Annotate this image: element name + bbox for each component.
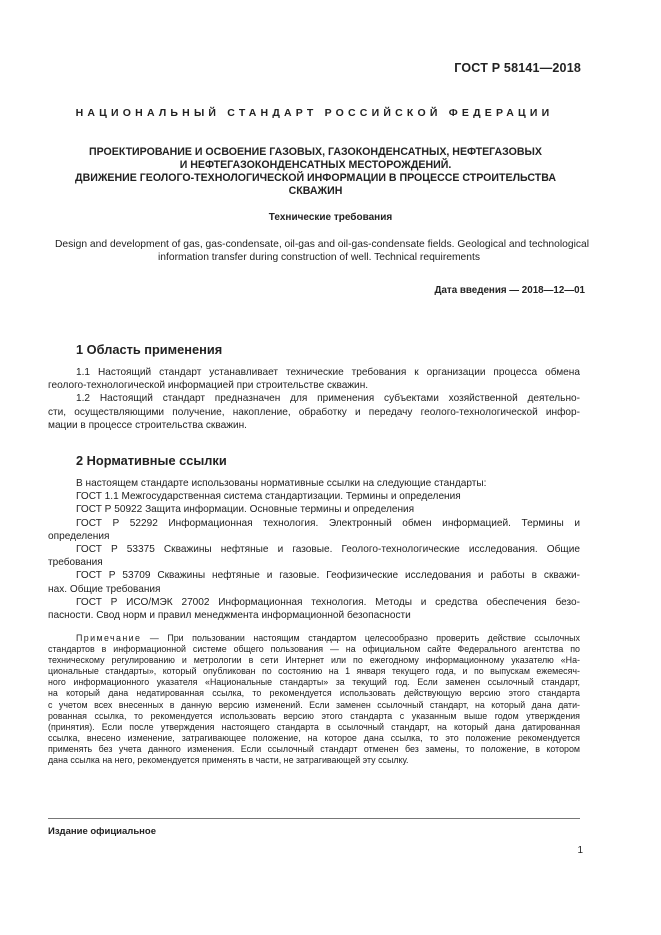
- document-title: [60, 146, 571, 198]
- note-line: техническому регулированию и метрологии в сети Интернет или по ежегодному информационному указателю «На-: [48, 655, 580, 666]
- reference-line: требования: [48, 557, 103, 569]
- page-number: 1: [577, 845, 583, 856]
- note-line: стандартов в информационной системе общего пользования — на официальном сайте Федерального агентства по: [48, 644, 580, 655]
- standard-type-heading: НАЦИОНАЛЬНЫЙ СТАНДАРТ РОССИЙСКОЙ ФЕДЕРАЦИИ: [75, 107, 554, 119]
- note-line: ного информационного указателя «Национальные стандарты» за текущий год. Если заменен ссылочный стандарт,: [48, 677, 580, 688]
- title-line: И НЕФТЕГАЗОКОНДЕНСАТНЫХ МЕСТОРОЖДЕНИЙ.: [179, 159, 452, 171]
- note-line: циональные стандарты», который опубликован по состоянию на 1 января текущего года, и по выпускам ежемесяч-: [48, 666, 580, 677]
- note-line: рованная ссылка, то рекомендуется использовать версию этого стандарта с указанным выше годом утверждения: [48, 710, 580, 721]
- note-first-line: [48, 633, 580, 644]
- note-line: с учетом всех внесенных в данную версию изменений. Если заменен ссылочный стандарт, на который дана дати-: [48, 699, 580, 710]
- section-1-heading: 1 Область применения: [76, 342, 223, 357]
- reference-line: ГОСТ 1.1 Межгосударственная система стандартизации. Термины и определения: [76, 491, 461, 503]
- note-label: Примечание: [76, 633, 142, 643]
- text-line: 1.1 Настоящий стандарт устанавливает технические требования к организации процесса обмена: [76, 367, 580, 378]
- section-1-body: [48, 366, 580, 432]
- reference-line: ГОСТ Р ИСО/МЭК 27002 Информационная технология. Методы и средства обеспечения безо-: [76, 596, 580, 608]
- section-2-heading: 2 Нормативные ссылки: [76, 453, 227, 468]
- note-line: ссылка, внесено изменение, затрагивающее положение, на которое дана ссылка, то это положение рекомендуется: [48, 732, 580, 743]
- reference-line: пасности. Свод норм и правил менеджмента информационной безопасности: [48, 610, 411, 622]
- edition-label: Издание официальное: [48, 826, 156, 837]
- note-line: дана ссылка на него, рекомендуется применять в части, не затрагивающей эту ссылку.: [48, 755, 409, 766]
- section-2-body: [48, 477, 580, 622]
- note-line: (принятия). Если после утверждения настоящего стандарта в ссылочный стандарт, на который дана датированная: [48, 721, 580, 732]
- gost-number: ГОСТ Р 58141—2018: [454, 61, 581, 75]
- text-line: 1.2 Настоящий стандарт предназначен для применения субъектами хозяйственной деятельно-: [76, 393, 580, 405]
- text-line: сти, осуществляющими получение, накопление, обработку и передачу геолого-технологической инфор-: [48, 406, 580, 418]
- note-block: [48, 633, 580, 766]
- reference-line: определения: [48, 530, 110, 542]
- title-line: ДВИЖЕНИЕ ГЕОЛОГО-ТЕХНОЛОГИЧЕСКОЙ ИНФОРМАЦИИ В ПРОЦЕССЕ СТРОИТЕЛЬСТВА: [75, 172, 556, 184]
- reference-line: ГОСТ Р 53375 Скважины нефтяные и газовые. Геолого-технологические исследования. Общие: [76, 544, 580, 556]
- reference-line: нах. Общие требования: [48, 583, 161, 595]
- english-title-line: Design and development of gas, gas-condensate, oil-gas and oil-gas-condensate fields. Geological and technological: [55, 239, 590, 250]
- english-title: [55, 238, 590, 264]
- english-title-line: information transfer during construction of well. Technical requirements: [157, 252, 481, 263]
- note-line: на который дана недатированная ссылка, то рекомендуется использовать действующую версию этого стандарта: [48, 688, 580, 699]
- reference-line: ГОСТ Р 52292 Информационная технология. Электронный обмен информацией. Термины и: [76, 517, 580, 529]
- text-line: мации в процессе строительства скважин.: [48, 419, 247, 431]
- text-line: В настоящем стандарте использованы нормативные ссылки на следующие стандарты:: [76, 478, 487, 489]
- reference-line: ГОСТ Р 50922 Защита информации. Основные термины и определения: [76, 504, 415, 516]
- note-line: применять без учета данного изменения. Если ссылочный стандарт отменен без замены, то положение, в котором: [48, 743, 580, 754]
- title-line: СКВАЖИН: [288, 185, 343, 197]
- text-line: геолого-технологической информацией при строительстве скважин.: [48, 380, 369, 392]
- title-line: ПРОЕКТИРОВАНИЕ И ОСВОЕНИЕ ГАЗОВЫХ, ГАЗОКОНДЕНСАТНЫХ, НЕФТЕГАЗОВЫХ: [89, 146, 542, 158]
- note-first-line-text: — При пользовании настоящим стандартом целесообразно проверить действие ссылочных: [141, 633, 580, 643]
- reference-line: ГОСТ Р 53709 Скважины нефтяные и газовые. Геофизические исследования и работы в скважи-: [76, 570, 580, 582]
- document-subtitle: Технические требования: [268, 212, 393, 223]
- introduction-date: Дата введения — 2018—12—01: [434, 285, 585, 296]
- footer-divider: [48, 818, 580, 819]
